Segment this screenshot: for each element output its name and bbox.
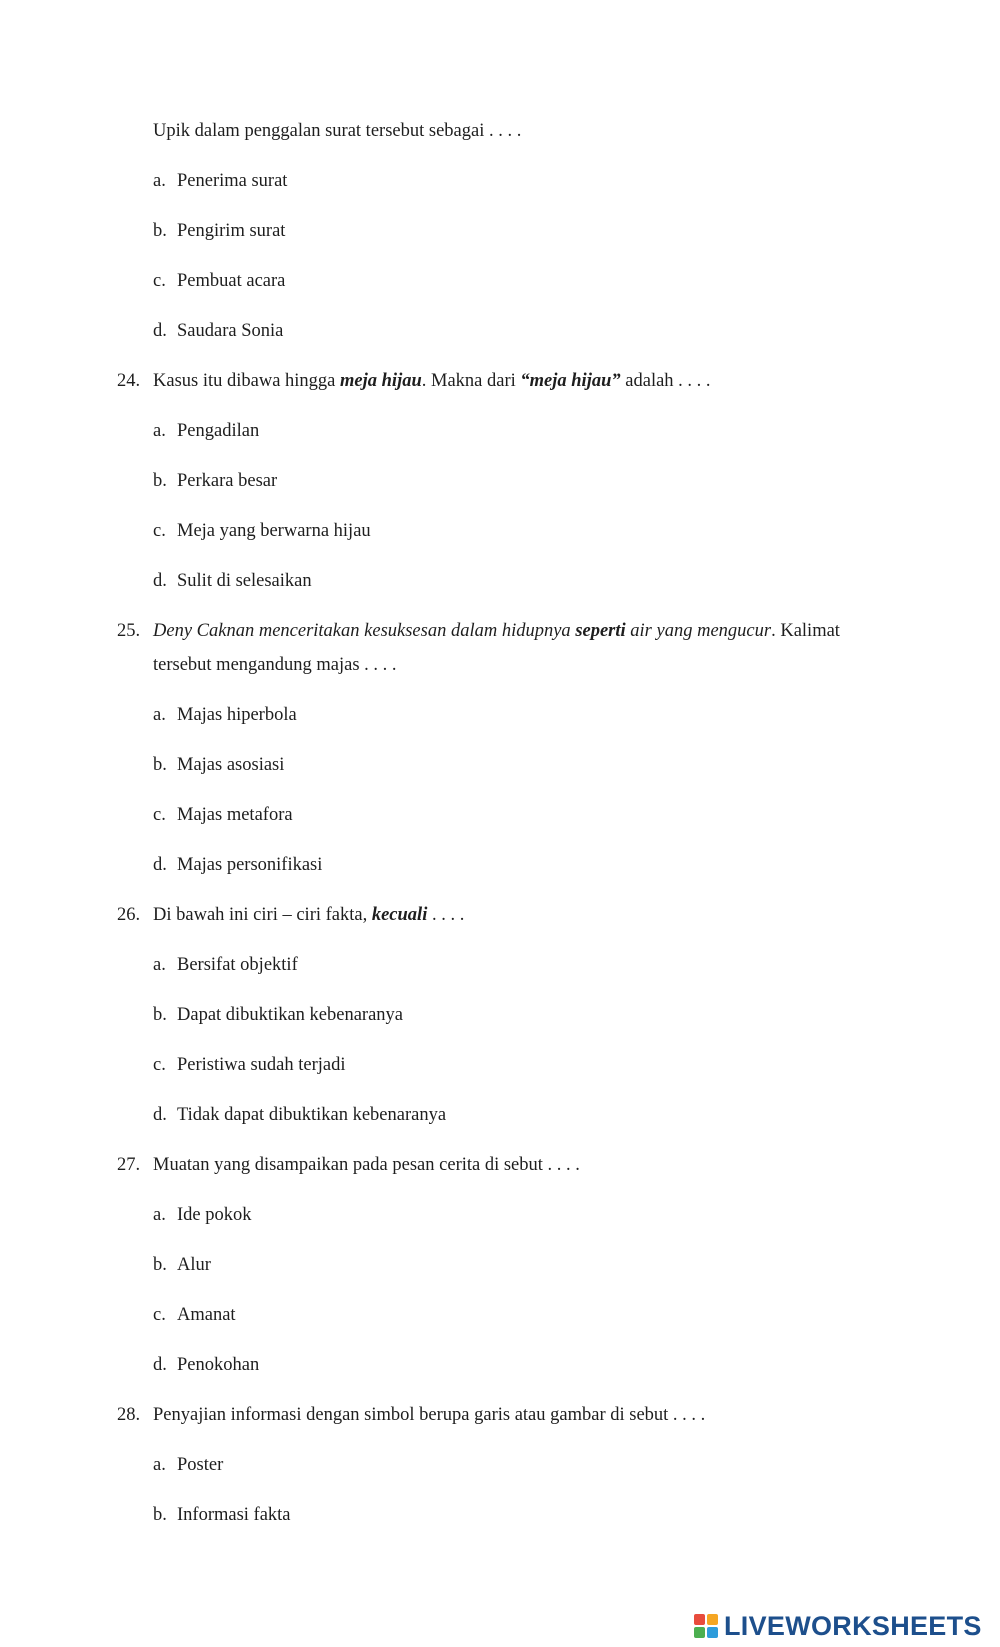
option-letter: d. bbox=[153, 321, 167, 341]
option-text: Meja yang berwarna hijau bbox=[177, 521, 371, 541]
q24-part1: Kasus itu dibawa hingga bbox=[153, 371, 341, 391]
liveworksheets-logo-icon bbox=[694, 1614, 718, 1638]
option-letter: c. bbox=[153, 1305, 166, 1325]
option-letter: d. bbox=[153, 855, 167, 875]
question-26-text bbox=[153, 906, 464, 925]
q24-part5: adalah . . . . bbox=[620, 371, 711, 391]
option-text: Amanat bbox=[177, 1305, 236, 1325]
q24-part2: meja hijau bbox=[340, 371, 422, 391]
question-25-text-line2: tersebut mengandung majas . . . . bbox=[153, 655, 397, 675]
logo-square-icon bbox=[707, 1627, 718, 1638]
option-letter: a. bbox=[153, 1455, 166, 1475]
q25-part2: seperti bbox=[575, 621, 626, 641]
option-text: Majas metafora bbox=[177, 805, 293, 825]
question-28-number: 28. bbox=[117, 1405, 141, 1425]
option-letter: b. bbox=[153, 471, 167, 491]
option-text: Dapat dibuktikan kebenaranya bbox=[177, 1005, 404, 1025]
question-25-text bbox=[153, 622, 840, 641]
option-letter: c. bbox=[153, 271, 166, 291]
q25-part1: Deny Caknan menceritakan kesuksesan dalam hidupnya bbox=[153, 621, 576, 641]
option-letter: a. bbox=[153, 1205, 166, 1225]
logo-square-icon bbox=[694, 1627, 705, 1638]
option-letter: c. bbox=[153, 1055, 166, 1075]
question-28-text: Penyajian informasi dengan simbol berupa garis atau gambar di sebut . . . . bbox=[153, 1405, 706, 1425]
option-letter: a. bbox=[153, 171, 166, 191]
option-text: Perkara besar bbox=[177, 471, 278, 491]
option-letter: c. bbox=[153, 521, 166, 541]
liveworksheets-logo[interactable] bbox=[694, 1611, 982, 1641]
logo-text: LIVEWORKSHEETS bbox=[724, 1610, 982, 1641]
option-text: Informasi fakta bbox=[177, 1505, 291, 1525]
q25-part4: . Kalimat bbox=[771, 621, 840, 641]
option-text: Poster bbox=[177, 1455, 224, 1475]
option-letter: a. bbox=[153, 705, 166, 725]
q24-part3: . Makna dari bbox=[421, 371, 521, 391]
option-text: Alur bbox=[177, 1255, 211, 1275]
option-text: Sulit di selesaikan bbox=[177, 571, 312, 591]
option-text: Tidak dapat dibuktikan kebenaranya bbox=[177, 1105, 447, 1125]
option-text: Pengirim surat bbox=[177, 221, 286, 241]
option-letter: b. bbox=[153, 1255, 167, 1275]
q26-part1: Di bawah ini ciri – ciri fakta, bbox=[153, 905, 372, 925]
option-letter: b. bbox=[153, 755, 167, 775]
question-27-number: 27. bbox=[117, 1155, 141, 1175]
option-letter: d. bbox=[153, 571, 167, 591]
option-text: Pembuat acara bbox=[177, 271, 286, 291]
option-text: Majas personifikasi bbox=[177, 855, 323, 875]
option-letter: b. bbox=[153, 1005, 167, 1025]
logo-square-icon bbox=[694, 1614, 705, 1625]
option-letter: c. bbox=[153, 805, 166, 825]
question-25-number: 25. bbox=[117, 621, 141, 641]
option-letter: b. bbox=[153, 1505, 167, 1525]
option-text: Majas asosiasi bbox=[177, 755, 285, 775]
option-text: Penerima surat bbox=[177, 171, 288, 191]
q26-part3: . . . . bbox=[427, 905, 465, 925]
option-text: Saudara Sonia bbox=[177, 321, 284, 341]
option-text: Ide pokok bbox=[177, 1205, 252, 1225]
logo-square-icon bbox=[707, 1614, 718, 1625]
question-27-text: Muatan yang disampaikan pada pesan cerita di sebut . . . . bbox=[153, 1155, 580, 1175]
option-letter: b. bbox=[153, 221, 167, 241]
option-letter: d. bbox=[153, 1355, 167, 1375]
q25-part3: air yang mengucur bbox=[625, 621, 772, 641]
option-letter: a. bbox=[153, 955, 166, 975]
option-text: Bersifat objektif bbox=[177, 955, 298, 975]
option-text: Peristiwa sudah terjadi bbox=[177, 1055, 346, 1075]
option-text: Majas hiperbola bbox=[177, 705, 297, 725]
question-24-number: 24. bbox=[117, 371, 141, 391]
question-23-text: Upik dalam penggalan surat tersebut sebagai . . . . bbox=[153, 121, 522, 141]
question-26-number: 26. bbox=[117, 905, 141, 925]
option-text: Penokohan bbox=[177, 1355, 260, 1375]
option-letter: a. bbox=[153, 421, 166, 441]
option-letter: d. bbox=[153, 1105, 167, 1125]
q26-part2: kecuali bbox=[371, 905, 428, 925]
option-text: Pengadilan bbox=[177, 421, 260, 441]
question-24-text bbox=[153, 372, 711, 391]
q24-part4: “meja hijau” bbox=[520, 371, 621, 391]
